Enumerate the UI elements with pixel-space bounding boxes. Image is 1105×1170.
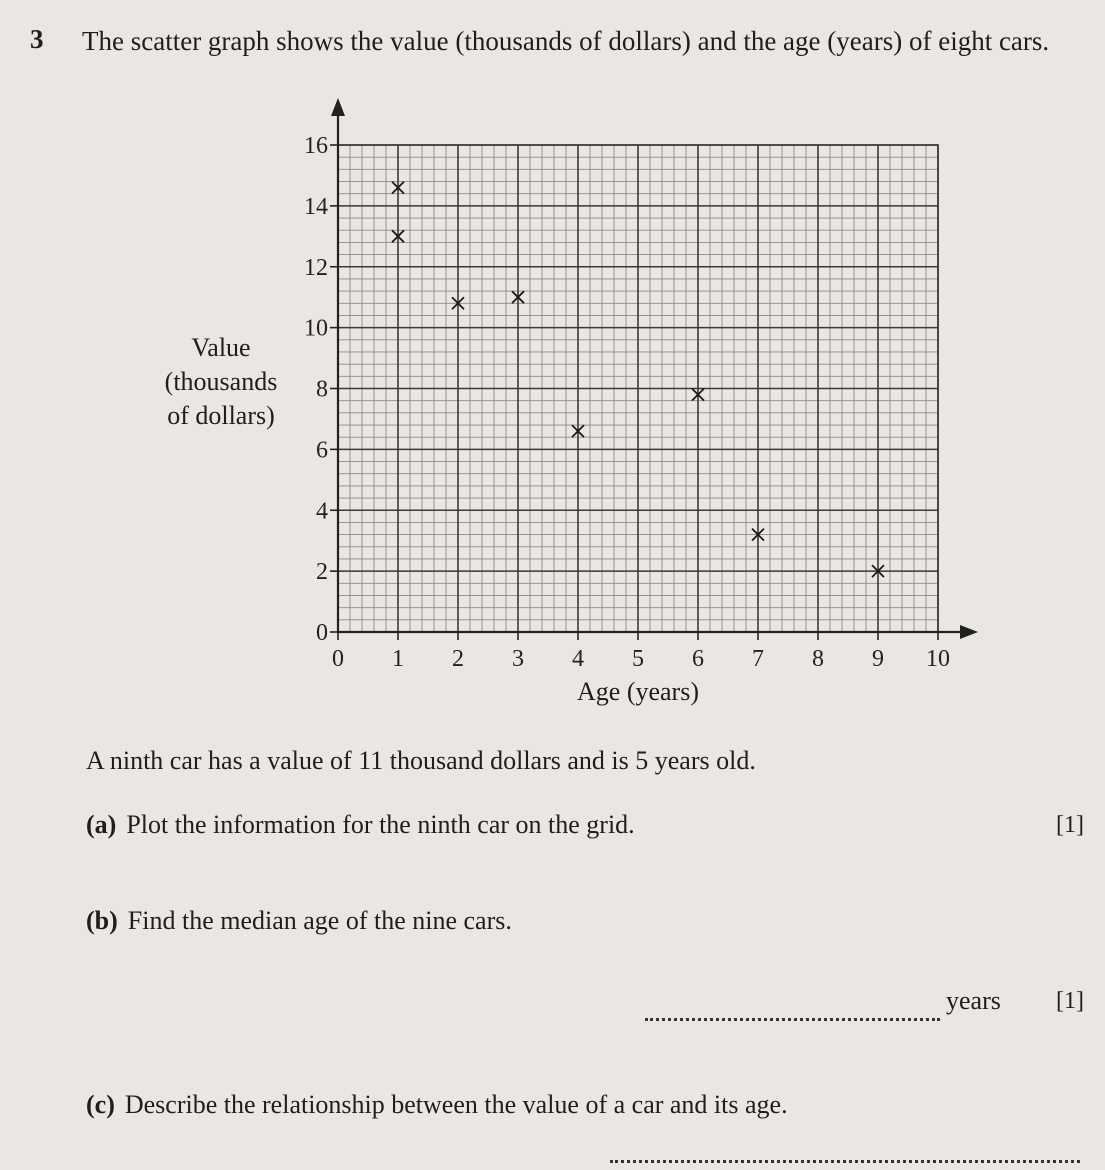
part-a-letter: (a) (86, 810, 117, 839)
part-b-letter: (b) (86, 906, 118, 935)
x-tick-label: 9 (872, 646, 884, 672)
part-a-text: Plot the information for the ninth car on the grid. (126, 810, 635, 839)
question-intro: The scatter graph shows the value (thousands of dollars) and the age (years) of eight cars. (82, 26, 1050, 56)
x-tick-label: 8 (812, 646, 824, 672)
part-a-marks: [1] (1056, 812, 1084, 838)
x-tick-label: 0 (332, 646, 344, 672)
y-tick-label: 0 (316, 620, 328, 646)
tick-labels (304, 133, 950, 672)
y-tick-label: 6 (316, 437, 328, 464)
y-axis-label-line-1: Value (191, 333, 251, 362)
tick-marks (330, 145, 938, 640)
y-tick-label: 14 (304, 193, 328, 220)
x-tick-label: 10 (926, 646, 950, 672)
part-c-answer-line[interactable] (610, 1160, 1080, 1163)
part-b-answer-unit: years (946, 986, 1001, 1015)
x-tick-label: 2 (452, 646, 464, 672)
x-tick-label: 4 (572, 646, 584, 672)
part-c-text: Describe the relationship between the value of a car and its age. (124, 1090, 788, 1119)
x-tick-label: 3 (512, 646, 524, 672)
part-b (86, 906, 512, 936)
y-axis-arrow (331, 98, 345, 116)
x-axis-arrow (960, 625, 978, 639)
question-number: 3 (30, 24, 44, 54)
part-a (86, 810, 635, 840)
part-c-letter: (c) (86, 1090, 115, 1119)
y-axis-label-line-2: (thousands (164, 367, 278, 396)
x-tick-label: 5 (632, 646, 644, 672)
x-tick-label: 7 (752, 646, 764, 672)
x-tick-label: 6 (692, 646, 704, 672)
x-tick-label: 1 (392, 646, 404, 672)
part-b-text: Find the median age of the nine cars. (127, 906, 512, 935)
y-tick-label: 2 (316, 559, 328, 586)
part-b-answer-line[interactable] (645, 1018, 940, 1021)
y-axis-label-line-3: of dollars) (167, 401, 275, 430)
y-tick-label: 4 (316, 498, 328, 525)
y-tick-label: 16 (304, 133, 328, 159)
part-b-marks: [1] (1056, 988, 1084, 1014)
y-tick-label: 12 (304, 254, 328, 281)
y-tick-label: 10 (304, 315, 328, 342)
y-tick-label: 8 (316, 376, 328, 403)
axes (331, 98, 978, 639)
ninth-car-statement: A ninth car has a value of 11 thousand dollars and is 5 years old. (86, 746, 756, 775)
x-axis-label: Age (years) (577, 677, 699, 706)
part-c (86, 1090, 788, 1120)
